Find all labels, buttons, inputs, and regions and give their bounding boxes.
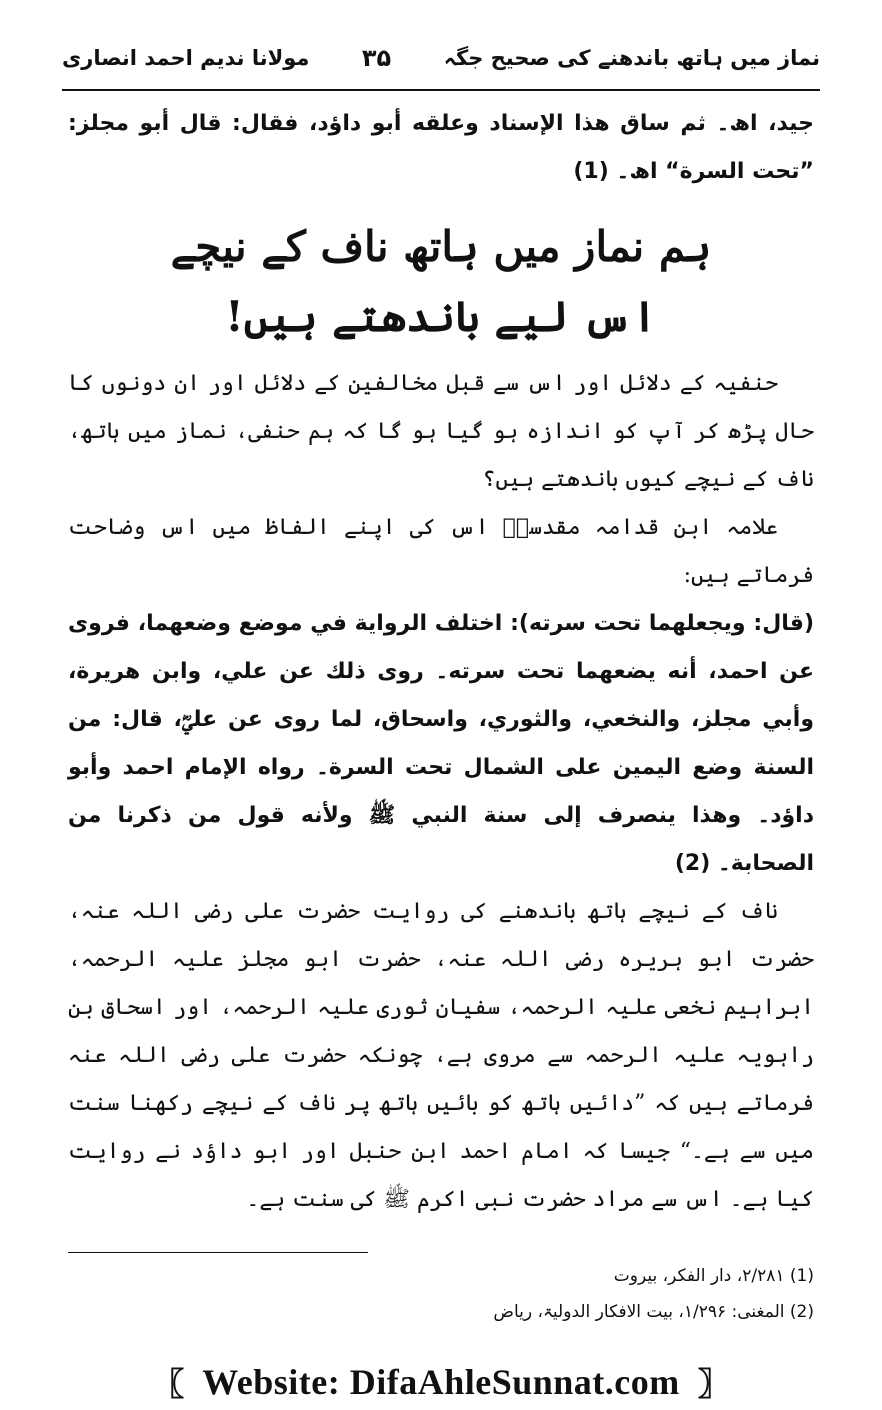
running-header [62,34,820,82]
header-author: مولانا ندیم احمد انصاری [62,46,310,70]
urdu-paragraph-narrations: ناف کے نیچے ہاتھ باندھنے کی روایت حضرت علی رضی اللہ عنہ، حضرت ابو ہریرہ رضی اللہ عنہ، حضرت ابو مجلز علیہ الرحمہ، ابراہیم نخعی علیہ الرحمہ، سفیان ثوری علیہ الرحمہ، اور اسحاق بن راہویہ علیہ الرحمہ سے مروی ہے، چونکہ حضرت علی رضی اللہ عنہ فرماتے ہیں کہ ”دائیں ہاتھ کو بائیں ہاتھ پر ناف کے نیچے رکھنا سنت میں سے ہے۔“ جیسا کہ امام احمد ابن حنبل اور ابو داؤد نے روایت کیا ہے۔ اس سے مراد حضرت نبی اکرم ﷺ کی سنت ہے۔ [68,899,814,1212]
footnotes [68,1258,814,1330]
website-link[interactable]: Website: DifaAhleSunnat.com [202,1362,680,1402]
section-heading [68,212,814,352]
header-title: نماز میں ہاتھ باندھنے کی صحیح جگہ [443,46,820,70]
website-footer [0,1362,882,1402]
footer-bracket-right: 〗 [697,1365,730,1403]
footer-bracket-left: 〖 [152,1365,185,1403]
page-number: ۳۵ [361,44,392,72]
page-body [68,100,814,1224]
arabic-quote-paragraph: (قال: ويجعلهما تحت سرته): اختلف الرواية في موضع وضعهما، فروى عن احمد، أنه يضعهما تحت سرته۔ روى ذلك عن علي، وابن هريرة، وأبي مجلز، والنخعي، والثوري، واسحاق، لما روى عن عليؓ، قال: من السنة وضع اليمين على الشمال تحت السرة۔ رواه الإمام احمد وأبو داؤد۔ وهذا ينصرف إلى سنة النبي ﷺ ولأنه قول من ذكرنا من الصحابة۔ (2) [68,611,814,876]
heading-line-1: ہم نماز میں ہاتھ ناف کے نیچے [170,222,712,271]
header-divider [62,89,820,91]
footnote-2: (2) المغنی: ۱/۲۹۶، بیت الافکار الدولیۃ، ریاض [493,1302,814,1322]
urdu-paragraph-ibn-qudama: علامہ ابن قدامہ مقدسیؒ اس کی اپنے الفاظ میں اس وضاحت فرماتے ہیں: [68,515,814,588]
heading-line-2: اس لیے باندھتے ہیں! [225,292,657,341]
footnote-divider [68,1252,368,1253]
arabic-citation-paragraph: جيد، اھ۔ ثم ساق هذا الإسناد وعلقه أبو داؤد، فقال: قال أبو مجلز: ”تحت السرة“ اھ۔ (1) [68,111,814,184]
footnote-1: (1) ۲/۲۸۱، دار الفکر، بیروت [613,1266,814,1286]
urdu-paragraph-intro: حنفیہ کے دلائل اور اس سے قبل مخالفین کے دلائل اور ان دونوں کا حال پڑھ کر آپ کو اندازہ ہو گیا ہو گا کہ ہم حنفی، نماز میں ہاتھ، ناف کے نیچے کیوں باندھتے ہیں؟ [68,371,814,492]
